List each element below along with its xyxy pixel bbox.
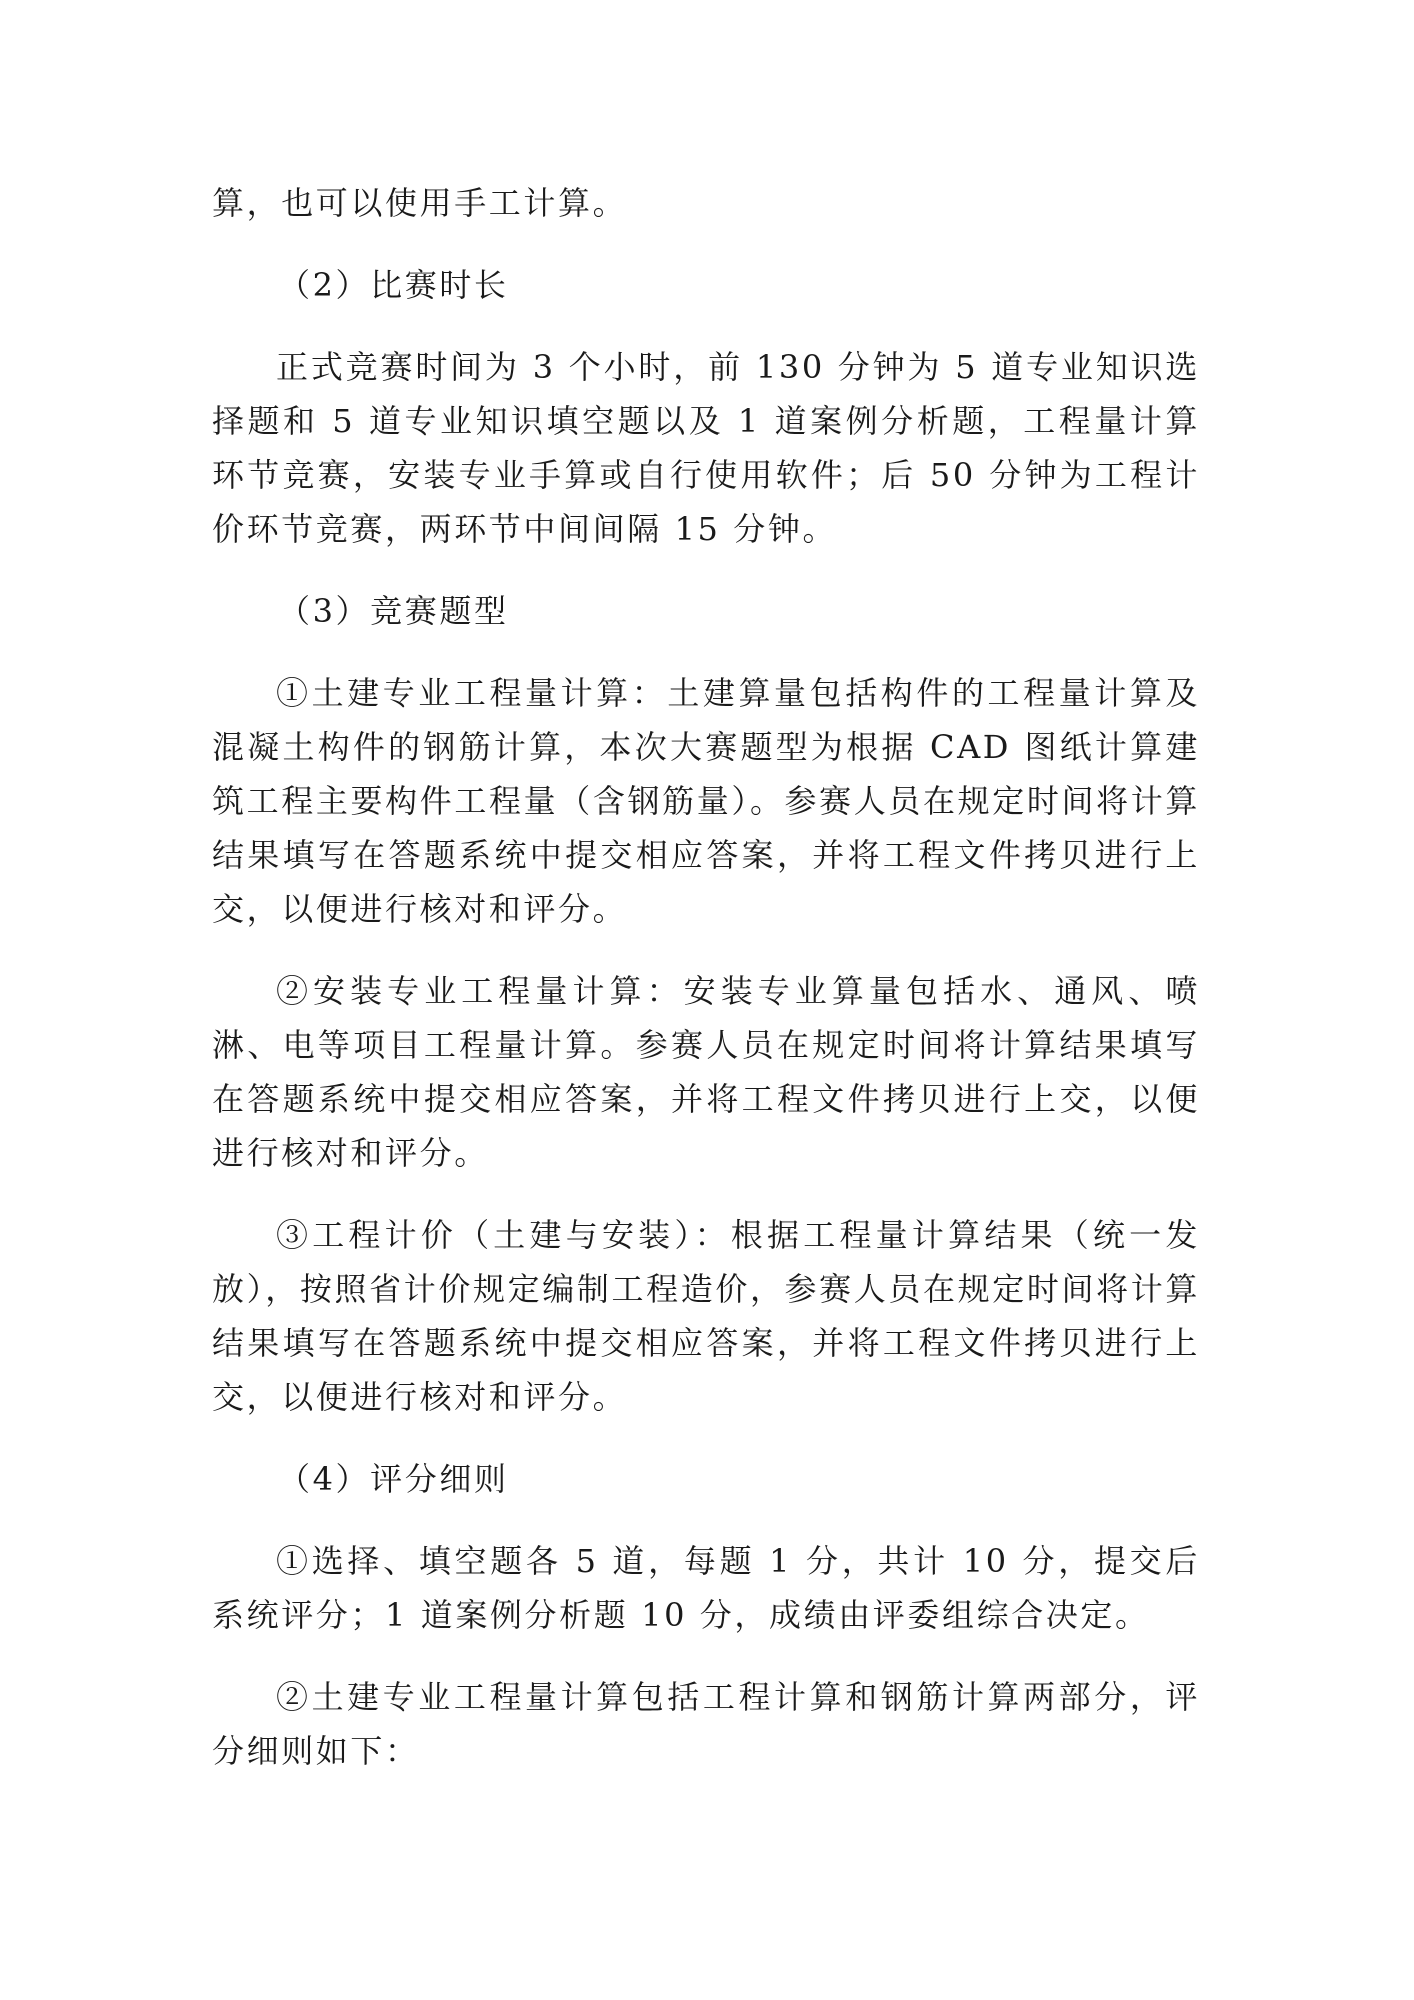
paragraph-scoring-1: ①选择、填空题各 5 道，每题 1 分，共计 10 分，提交后系统评分；1 道案例分析题 10 分，成绩由评委组综合决定。 <box>212 1542 1200 1634</box>
document-page <box>212 176 1200 1806</box>
paragraph-pricing: ③工程计价（土建与安装）：根据工程量计算结果（统一发放），按照省计价规定编制工程造价，参赛人员在规定时间将计算结果填写在答题系统中提交相应答案，并将工程文件拷贝进行上交，以便进行核对和评分。 <box>212 1216 1200 1416</box>
paragraph-installation-quantity: ②安装专业工程量计算：安装专业算量包括水、通风、喷淋、电等项目工程量计算。参赛人员在规定时间将计算结果填写在答题系统中提交相应答案，并将工程文件拷贝进行上交，以便进行核对和评分。 <box>212 972 1200 1172</box>
paragraph-continuation: 算，也可以使用手工计算。 <box>212 184 628 222</box>
paragraph-civil-quantity: ①土建专业工程量计算：土建算量包括构件的工程量计算及混凝土构件的钢筋计算，本次大赛题型为根据 CAD 图纸计算建筑工程主要构件工程量（含钢筋量）。参赛人员在规定时间将计算结果填写在答题系统中提交相应答案，并将工程文件拷贝进行上交，以便进行核对和评分。 <box>212 674 1200 928</box>
heading-competition-duration: （2）比赛时长 <box>278 266 509 304</box>
heading-scoring-rules: （4）评分细则 <box>278 1460 509 1498</box>
paragraph-scoring-2: ②土建专业工程量计算包括工程计算和钢筋计算两部分，评分细则如下： <box>212 1678 1200 1770</box>
heading-question-types: （3）竞赛题型 <box>278 592 509 630</box>
paragraph-duration: 正式竞赛时间为 3 个小时，前 130 分钟为 5 道专业知识选择题和 5 道专业知识填空题以及 1 道案例分析题，工程量计算环节竞赛，安装专业手算或自行使用软件；后 50 分钟为工程计价环节竞赛，两环节中间间隔 15 分钟。 <box>212 348 1200 548</box>
